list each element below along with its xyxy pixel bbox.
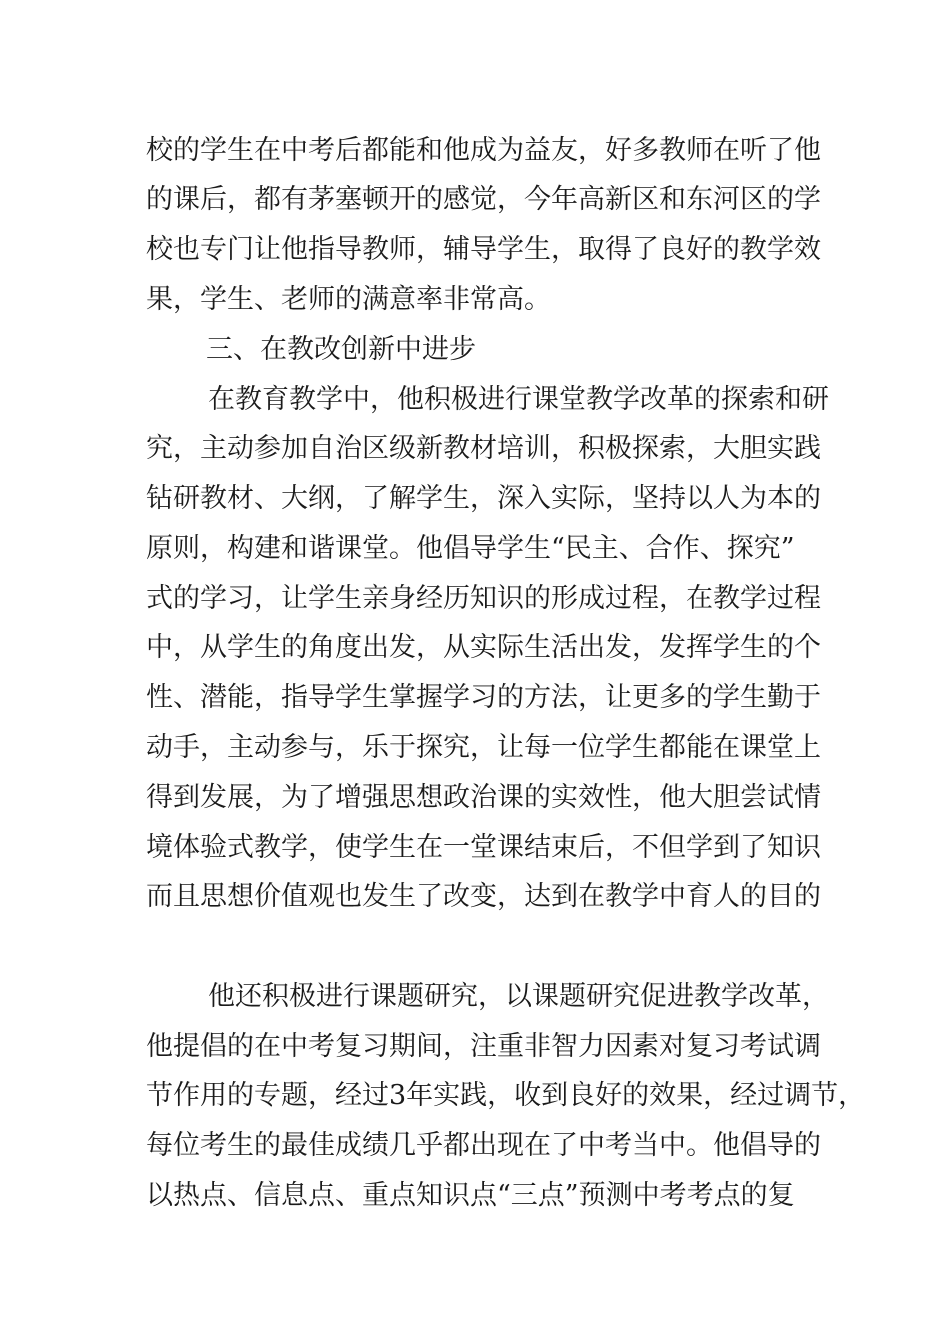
paragraph-line: 中，从学生的角度出发，从实际生活出发，发挥学生的个 (146, 632, 821, 663)
paragraph-line: 得到发展，为了增强思想政治课的实效性，他大胆尝试情 (146, 782, 821, 813)
paragraph-line: 钻研教材、大纲，了解学生，深入实际，坚持以人为本的 (146, 483, 821, 514)
paragraph-line: 节作用的专题，经过3年实践，收到良好的效果，经过调节， (146, 1080, 866, 1111)
paragraph-line: 校也专门让他指导教师，辅导学生，取得了良好的教学效 (146, 234, 821, 265)
paragraph-line: 他还积极进行课题研究，以课题研究促进教学改革， (208, 981, 829, 1012)
paragraph-line: 每位考生的最佳成绩几乎都出现在了中考当中。他倡导的 (146, 1130, 821, 1161)
paragraph-line: 在教育教学中，他积极进行课堂教学改革的探索和研 (208, 384, 829, 415)
paragraph-line: 性、潜能，指导学生掌握学习的方法，让更多的学生勤于 (146, 682, 821, 713)
paragraph-line: 原则，构建和谐课堂。他倡导学生“民主、合作、探究” (146, 533, 795, 564)
paragraph-line: 果，学生、老师的满意率非常高。 (146, 284, 551, 315)
paragraph-line: 式的学习，让学生亲身经历知识的形成过程，在教学过程 (146, 583, 821, 614)
paragraph-line: 以热点、信息点、重点知识点“三点”预测中考考点的复 (146, 1180, 795, 1211)
paragraph-line: 而且思想价值观也发生了改变，达到在教学中育人的目的 (146, 881, 821, 912)
paragraph-line: 他提倡的在中考复习期间，注重非智力因素对复习考试调 (146, 1031, 821, 1062)
paragraph-line: 境体验式教学，使学生在一堂课结束后，不但学到了知识 (146, 832, 821, 863)
paragraph-line: 的课后，都有茅塞顿开的感觉，今年高新区和东河区的学 (146, 184, 821, 215)
section-heading: 三、在教改创新中进步 (206, 334, 476, 365)
paragraph-line: 校的学生在中考后都能和他成为益友，好多教师在听了他 (146, 135, 821, 166)
paragraph-line: 究，主动参加自治区级新教材培训，积极探索，大胆实践 (146, 433, 821, 464)
paragraph-line: 动手，主动参与，乐于探究，让每一位学生都能在课堂上 (146, 732, 821, 763)
